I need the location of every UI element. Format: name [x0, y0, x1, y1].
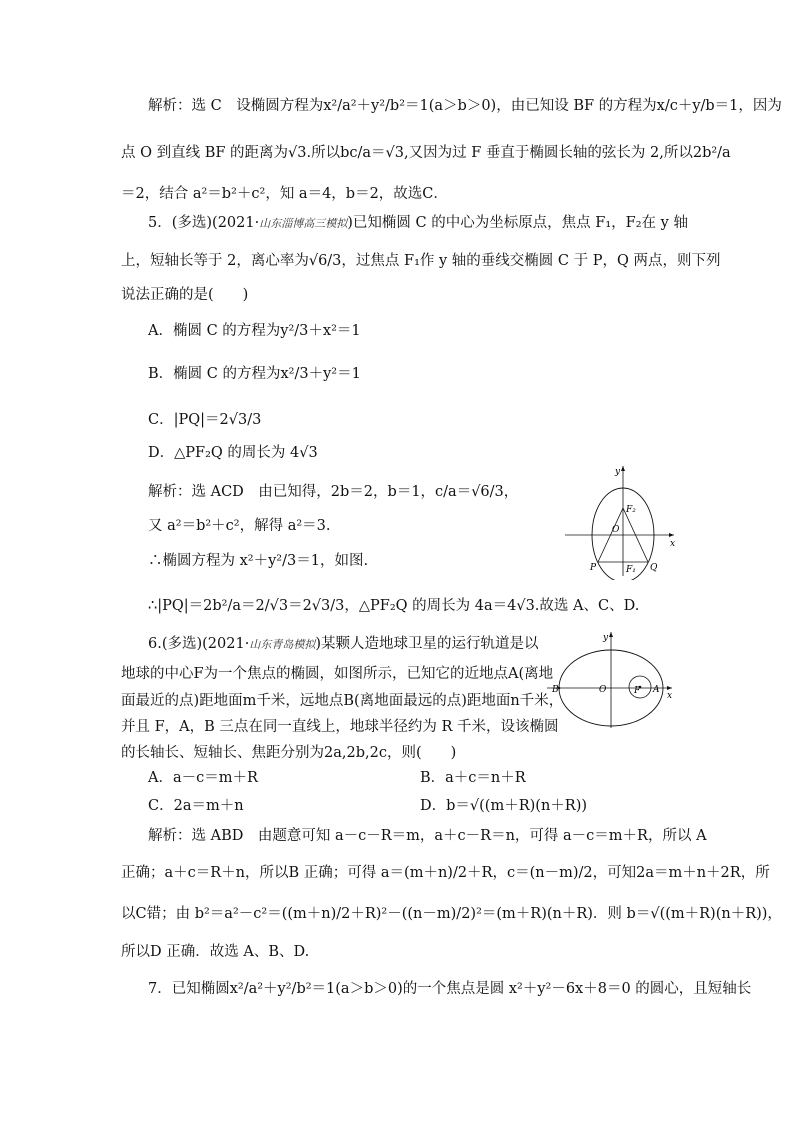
solution-4-line-2: 点 O 到直线 BF 的距离为√3.所以bc/a＝√3,又因为过 F 垂直于椭圆长轴的弦长为 2,所以2b²/a	[121, 145, 731, 161]
solution-5-line-1: 解析：选 ACD 由已知得，2b＝2，b＝1，c/a＝√6/3，	[148, 484, 519, 500]
question-5-option-c: C．|PQ|＝2√3/3	[148, 412, 262, 428]
question-7-line-1: 7．已知椭圆x²/a²＋y²/b²＝1(a＞b＞0)的一个焦点是圆 x²＋y²－6x＋8＝0 的圆心，且短轴长	[148, 981, 752, 997]
fig2-origin-label: O	[599, 685, 607, 695]
solution-5-line-3: ∴椭圆方程为 x²＋y²/3＝1，如图.	[148, 553, 369, 569]
question-5-line-2: 上，短轴长等于 2，离心率为√6/3，过焦点 F₁作 y 轴的垂线交椭圆 C 于 P，Q 两点，则下列	[121, 253, 721, 269]
question-6-line-5: 的长轴长、短轴长、焦距分别为2a,2b,2c，则( )	[121, 745, 457, 761]
fig1-p-label: P	[590, 563, 597, 573]
solution-5-line-2: 又 a²＝b²＋c²，解得 a²＝3.	[148, 518, 331, 534]
fig1-f1-label: F₁	[626, 565, 636, 575]
fig2-y-label: y	[603, 633, 609, 643]
ellipse-figure-5	[560, 462, 680, 580]
fig1-y-label: y	[615, 467, 621, 477]
question-6-option-b: B．a＋c＝n＋R	[420, 770, 526, 786]
fig2-b-label: B	[552, 685, 559, 695]
question-5-option-b: B．椭圆 C 的方程为x²/3＋y²＝1	[148, 366, 361, 382]
question-6-option-a: A．a－c＝m＋R	[148, 770, 258, 786]
solution-6-line-3: 以C错；由 b²＝a²－c²＝((m＋n)/2＋R)²－((n－m)/2)²＝(m＋R)(n＋R)．则 b＝√((m＋R)(n＋R))，	[121, 906, 782, 922]
solution-4-line-3: ＝2，结合 a²＝b²＋c²，知 a＝4，b＝2，故选C．	[121, 186, 448, 202]
solution-6-line-4: 所以D 正确．故选 A、B、D.	[121, 944, 310, 960]
fig1-x-label: x	[670, 539, 676, 549]
fig2-x-label: x	[667, 691, 673, 701]
question-5-line-3: 说法正确的是( )	[121, 287, 249, 303]
fig2-a-label: A	[653, 685, 660, 695]
fig1-f2-label: F₂	[626, 505, 636, 515]
question-6-option-c: C．2a＝m＋n	[148, 798, 244, 814]
question-6-line-3: 面最近的点)距地面m千米，远地点B(离地面最远的点)距地面n千米，	[121, 693, 564, 709]
solution-4-line-1: 解析：选 C 设椭圆方程为x²/a²＋y²/b²＝1(a＞b＞0)，由已知设 BF 的方程为x/c＋y/b＝1，因为	[148, 98, 782, 114]
question-5-line-1: 5．(多选)(2021·山东淄博高三模拟)已知椭圆 C 的中心为坐标原点，焦点 F₁，F₂在 y 轴	[148, 215, 688, 231]
question-6-option-d: D．b＝√((m＋R)(n＋R))	[420, 798, 588, 814]
question-5-option-d: D．△PF₂Q 的周长为 4√3	[148, 445, 318, 461]
solution-5-line-4: ∴|PQ|＝2b²/a＝2/√3＝2√3/3，△PF₂Q 的周长为 4a＝4√3.故选 A、C、D.	[148, 598, 640, 614]
question-6-line-2: 地球的中心F为一个焦点的椭圆，如图所示，已知它的近地点A(离地	[121, 666, 554, 682]
question-5-option-a: A．椭圆 C 的方程为y²/3＋x²＝1	[148, 323, 361, 339]
question-6-line-4: 并且 F，A，B 三点在同一直线上，地球半径约为 R 千米，设该椭圆	[121, 719, 559, 735]
fig1-q-label: Q	[650, 563, 658, 573]
satellite-orbit-figure	[545, 630, 675, 730]
fig1-origin-label: O	[612, 525, 620, 535]
question-6-line-1: 6.(多选)(2021·山东青岛模拟)某颗人造地球卫星的运行轨道是以	[148, 636, 539, 652]
solution-6-line-1: 解析：选 ABD 由题意可知 a－c－R＝m，a＋c－R＝n，可得 a－c＝m＋R，所以 A	[148, 828, 707, 844]
fig2-f-label: F	[634, 686, 641, 696]
solution-6-line-2: 正确；a＋c＝R＋n，所以B 正确；可得 a＝(m＋n)/2＋R，c＝(n－m)/2，可知2a＝m＋n＋2R，所	[121, 865, 770, 881]
